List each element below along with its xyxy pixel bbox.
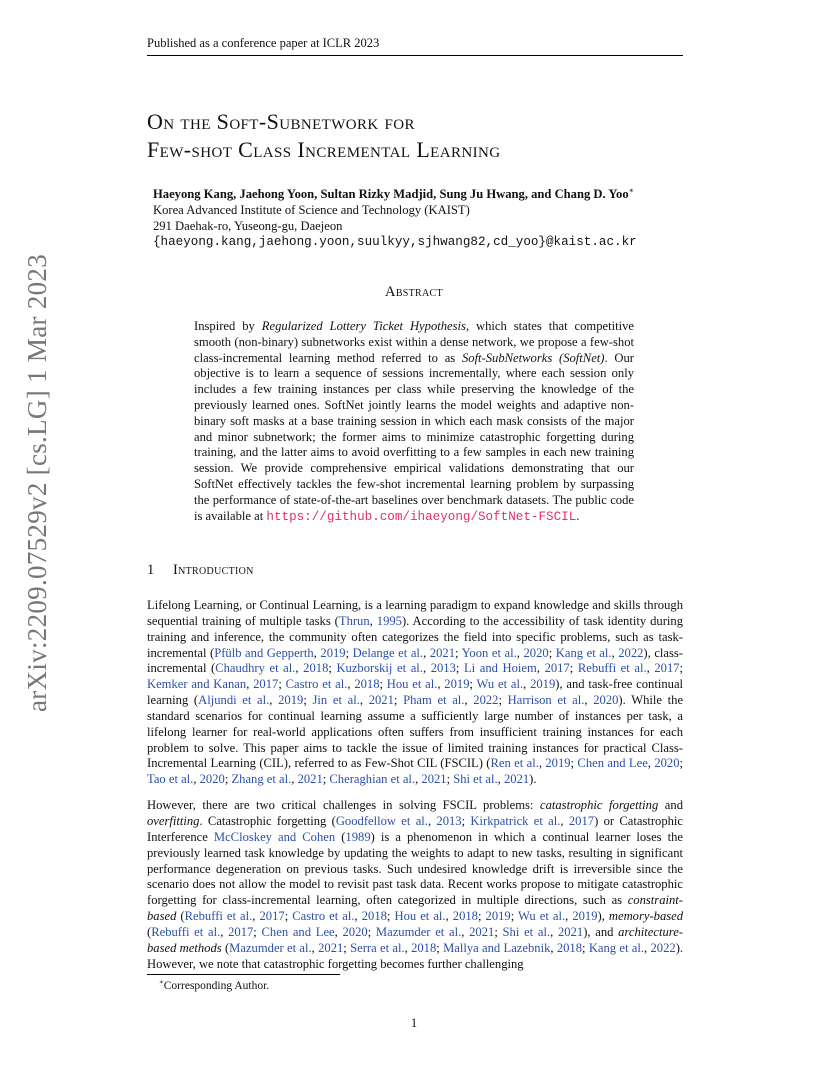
introduction-body [147, 598, 683, 982]
citation-link[interactable]: Li and Hoiem [463, 661, 537, 676]
body-text: ( [335, 829, 346, 844]
body-text: ; [393, 693, 404, 708]
body-text: ; [570, 756, 578, 771]
body-text: ; [386, 909, 395, 924]
citation-link[interactable]: 2021 [318, 940, 344, 955]
citation-link[interactable]: Mallya and Lazebnik [443, 940, 551, 955]
citation-link[interactable]: Rebuffi et al. [577, 661, 647, 676]
citation-link[interactable]: 2019 [545, 756, 571, 771]
citation-link[interactable]: 2018 [452, 909, 478, 924]
body-text: , [246, 677, 254, 692]
abstract-text: . [576, 508, 580, 523]
footnote-text: Corresponding Author. [163, 979, 270, 992]
body-text: ; [582, 940, 589, 955]
body-text: , [404, 940, 412, 955]
body-text: , [611, 645, 619, 660]
abstract-heading: Abstract [385, 284, 443, 300]
citation-link[interactable]: 2020 [593, 693, 619, 708]
abstract-emphasis: Regularized Lottery Ticket Hypothesis [261, 319, 466, 333]
abstract-emphasis: Soft-SubNetworks (SoftNet) [461, 350, 605, 365]
citation-link[interactable]: Ren et al. [490, 756, 539, 771]
citation-link[interactable]: 2021 [469, 924, 495, 939]
body-text: ; [278, 677, 286, 692]
body-text: , [193, 772, 200, 787]
emphasis-text: catastrophic forgetting [539, 798, 659, 813]
citation-link[interactable]: Jin et al. [312, 693, 360, 708]
body-text: , [538, 756, 546, 771]
citation-link[interactable]: 2022 [473, 693, 499, 708]
citation-link[interactable]: Pfülb and Gepperth [214, 645, 314, 660]
citation-link[interactable]: Yoon et al. [461, 645, 517, 660]
body-text: ; [345, 645, 353, 660]
body-text: However, there are two critical challenges in solving FSCIL problems: [147, 798, 540, 813]
citation-link[interactable]: Cheraghian et al. [329, 772, 416, 787]
body-text: ; [446, 772, 454, 787]
body-text: , [291, 772, 298, 787]
page-number: 1 [410, 1016, 418, 1030]
citation-link[interactable]: Zhang et al. [231, 772, 292, 787]
address: 291 Daehak-ro, Yuseong-gu, Daejeon [153, 219, 343, 234]
citation-link[interactable]: 2017 [259, 909, 285, 924]
citation-link[interactable]: McCloskey and Cohen [213, 829, 336, 844]
body-text: , [497, 772, 504, 787]
body-text: ; [494, 924, 503, 939]
citation-link[interactable]: Pham et al. [403, 693, 465, 708]
citation-link[interactable]: 2017 [253, 677, 279, 692]
body-text: , [536, 661, 545, 676]
author-block [153, 183, 637, 250]
emphasis-text: memory-based [608, 909, 684, 924]
citation-link[interactable]: Tao et al. [147, 772, 194, 787]
citation-link[interactable]: 2018 [411, 940, 437, 955]
citation-link[interactable]: Thrun [338, 613, 370, 628]
body-text: , [464, 693, 474, 708]
body-text: , [644, 940, 651, 955]
citation-link[interactable]: 2022 [618, 645, 644, 660]
citation-link[interactable]: Kang et al. [555, 645, 612, 660]
citation-link[interactable]: 2013 [430, 661, 456, 676]
body-text: ; [569, 661, 578, 676]
citation-link[interactable]: 2019 [530, 677, 556, 692]
citation-link[interactable]: 2021 [368, 693, 394, 708]
emphasis-text: architecture-based methods [147, 924, 683, 955]
body-text: ; [379, 677, 387, 692]
citation-link[interactable]: 2019 [320, 645, 346, 660]
citation-link[interactable]: 2018 [361, 909, 387, 924]
body-text: ; [498, 693, 508, 708]
citation-link[interactable]: 2017 [568, 813, 595, 828]
corresponding-marker: ∗ [628, 186, 635, 195]
citation-link[interactable]: Kuzborskij et al. [336, 661, 423, 676]
paragraph [147, 598, 683, 788]
body-text: , [313, 645, 321, 660]
citation-link[interactable]: Chaudhry et al. [215, 661, 296, 676]
body-text: , [334, 924, 343, 939]
title-line-2: Few-shot Class Incremental Learning [147, 137, 501, 162]
body-text: , [423, 645, 430, 660]
body-text: ; [454, 645, 462, 660]
citation-link[interactable]: Wu et al. [476, 677, 524, 692]
citation-link[interactable]: Kang et al. [588, 940, 645, 955]
body-text: ) is a phenomenon in which a continual learner loses the previously learned task knowledge by updating the weights to adapt to new tasks, resulting in significant performance degeneration on previous tasks. Such undesired knowledge drift is irreversible since the scenario does not allow the model to revisit past task data. Recent works propose to mitigate catastrophic forgetting for class-incremental learning, often categorized in multiple directions, such as [147, 829, 684, 908]
body-text: , [647, 756, 655, 771]
emphasis-text: constraint-based [147, 893, 683, 924]
body-text: , [437, 677, 445, 692]
body-text: ; [253, 924, 262, 939]
body-text: ; [548, 645, 556, 660]
footnote-marker: ∗ [159, 978, 164, 986]
body-text: , [550, 924, 558, 939]
citation-link[interactable]: Hou et al. [386, 677, 438, 692]
body-text: ; [343, 940, 351, 955]
running-header: Published as a conference paper at ICLR 2023 [147, 36, 683, 56]
body-text: , [427, 813, 437, 828]
body-text: , [560, 813, 569, 828]
citation-link[interactable]: Aljundi et al. [198, 693, 270, 708]
citation-link[interactable]: 2021 [558, 924, 584, 939]
body-text: ; [328, 661, 337, 676]
body-text: ; [477, 909, 486, 924]
citation-link[interactable]: Shi et al. [502, 924, 551, 939]
citation-link[interactable]: 1989 [345, 829, 371, 844]
citation-link[interactable]: 2020 [523, 645, 549, 660]
abstract-text: , which states that competitive smooth (non-binary) subnetworks exist within a dense network, we propose a few-shot class-incremental learning method referred to as [194, 319, 634, 365]
citation-link[interactable]: Serra et al. [350, 940, 405, 955]
citation-link[interactable]: Rebuffi et al. [151, 924, 221, 939]
body-text: ; [455, 661, 464, 676]
citation-link[interactable]: Harrison et al. [507, 693, 585, 708]
citation-link[interactable]: 2017 [544, 661, 570, 676]
citation-link[interactable]: 2021 [297, 772, 323, 787]
citation-link[interactable]: Chen and Lee [261, 924, 335, 939]
citation-link[interactable]: 2017 [228, 924, 254, 939]
body-text: ), and task-free continual learning ( [147, 677, 684, 708]
body-text: ), and [583, 924, 619, 939]
body-text: ), class-incremental ( [147, 645, 684, 676]
citation-link[interactable]: 2020 [654, 756, 680, 771]
body-text: ; [224, 772, 232, 787]
citation-link[interactable]: 2013 [436, 813, 462, 828]
citation-link[interactable]: 2017 [654, 661, 680, 676]
body-text: , [646, 661, 655, 676]
body-text: , [252, 909, 260, 924]
body-text: ; [322, 772, 330, 787]
author-names-text: Haeyong Kang, Jaehong Yoon, Sultan Rizky Madjid, Sung Ju Hwang, and Chang D. Yoo [153, 187, 629, 202]
citation-link[interactable]: Mazumder et al. [375, 924, 462, 939]
body-text: ; [679, 756, 683, 771]
body-text: ( [147, 924, 152, 939]
body-text: , [584, 693, 594, 708]
citation-link[interactable]: 2021 [421, 772, 447, 787]
citation-link[interactable]: Goodfellow et al. [335, 813, 428, 828]
citation-link[interactable]: Castro et al. [292, 909, 355, 924]
body-text: ). [529, 772, 537, 787]
citation-link[interactable]: 2018 [556, 940, 583, 955]
body-text: , [295, 661, 304, 676]
body-text: , [347, 677, 355, 692]
citation-link[interactable]: Kirkpatrick et al. [470, 813, 561, 828]
paper-title [147, 108, 687, 164]
citation-link[interactable]: Wu et al. [518, 909, 566, 924]
body-text: ; [469, 677, 477, 692]
citation-link[interactable]: 2019 [485, 909, 511, 924]
section-number: 1 [147, 562, 155, 578]
citation-link[interactable]: Mazumder et al. [229, 940, 312, 955]
citation-link[interactable]: Shi et al. [453, 772, 498, 787]
body-text: , [461, 924, 470, 939]
body-text: ; [367, 924, 376, 939]
emphasis-text: overfitting [147, 813, 200, 828]
body-text: . Catastrophic forgetting ( [199, 813, 336, 828]
citation-link[interactable]: 2018 [303, 661, 329, 676]
citation-link[interactable]: 1995 [376, 613, 402, 628]
body-text: , [445, 909, 453, 924]
affiliation: Korea Advanced Institute of Science and Technology (KAIST) [153, 203, 470, 218]
body-text: , [369, 613, 377, 628]
body-text: ( [176, 909, 185, 924]
citation-link[interactable]: Chen and Lee [577, 756, 648, 771]
body-text: ; [303, 693, 313, 708]
body-text: , [220, 924, 229, 939]
arxiv-identifier: arXiv:2209.07529v2 [cs.LG] 1 Mar 2023 [22, 253, 52, 712]
body-text: , [311, 940, 319, 955]
citation-link[interactable]: 2021 [503, 772, 530, 787]
citation-link[interactable]: 2019 [444, 677, 470, 692]
paragraph [147, 798, 683, 972]
body-text: ( [221, 940, 230, 955]
body-text: and [658, 798, 683, 813]
footnote-rule [147, 974, 340, 975]
abstract-body [194, 319, 634, 525]
citation-link[interactable]: Hou et al. [394, 909, 446, 924]
citation-link[interactable]: Rebuffi et al. [184, 909, 253, 924]
body-text: ; [679, 661, 684, 676]
title-line-1: On the Soft-Subnetwork for [147, 109, 415, 134]
citation-link[interactable]: 2022 [650, 940, 676, 955]
citation-link[interactable]: Kemker and Kanan [147, 677, 247, 692]
citation-link[interactable]: 2018 [354, 677, 380, 692]
body-text: , [415, 772, 422, 787]
body-text: ). According to the accessibility of task identity during training and inference, the community often categorizes the field into specific problems, such as task-incremental ( [147, 613, 683, 660]
section-heading [147, 562, 254, 579]
footnote [159, 978, 269, 992]
body-text: , [354, 909, 362, 924]
body-text: ). However, we note that catastrophic forgetting becomes further challenging [147, 940, 684, 971]
body-text: , [269, 693, 279, 708]
author-names [153, 183, 637, 202]
body-text: ), [597, 909, 609, 924]
body-text: ; [284, 909, 293, 924]
body-text: , [359, 693, 369, 708]
citation-link[interactable]: 2019 [572, 909, 598, 924]
section-title: Introduction [173, 562, 254, 578]
body-text: ; [461, 813, 471, 828]
citation-link[interactable]: 2020 [199, 772, 225, 787]
citation-link[interactable]: Delange et al. [352, 645, 424, 660]
body-text: Lifelong Learning, or Continual Learning, is a learning paradigm to expand knowledge and skills through sequential training of multiple tasks ( [147, 598, 683, 628]
body-text: , [516, 645, 524, 660]
citation-link[interactable]: 2020 [342, 924, 368, 939]
body-text: , [550, 940, 557, 955]
body-text: , [422, 661, 431, 676]
body-text: ) or Catastrophic Interference [147, 813, 684, 844]
body-text: ; [510, 909, 519, 924]
author-emails: {haeyong.kang,jaehong.yoon,suulkyy,sjhwang82,cd_yoo}@kaist.ac.kr [153, 235, 637, 250]
body-text: ). While the standard scenarios for continual learning assume a sufficiently large number of instances per task, a lifelong learner for real-world applications often suffers from insufficient training instances for each problem to solve. This paper aims to tackle the issue of limited training instances for practical Class-Incremental Learning (CIL), referred to as Few-Shot CIL (FSCIL) ( [147, 693, 684, 771]
citation-link[interactable]: 2019 [278, 693, 304, 708]
citation-link[interactable]: 2021 [429, 645, 455, 660]
body-text: ; [436, 940, 444, 955]
citation-link[interactable]: Castro et al. [285, 677, 348, 692]
body-text: , [523, 677, 531, 692]
abstract-text: . Our objective is to learn a sequence of sessions incrementally, where each session only includes a few training instances per class while preserving the knowledge of the previously learned ones. SoftNet jointly learns the model weights and adaptive non-binary soft masks at a base training session in which each mask consists of the major and minor subnetwork; the former aims to minimize catastrophic forgetting during training, and the latter aims to avoid overfitting to a few samples in each new training session. We provide comprehensive empirical validations demonstrating that our SoftNet effectively tackles the few-shot incremental learning problem by surpassing the performance of state-of-the-art baselines over benchmark datasets. The public code is available at [194, 350, 634, 523]
code-url-link[interactable]: https://github.com/ihaeyong/SoftNet-FSCIL [266, 509, 577, 524]
body-text: , [565, 909, 573, 924]
abstract-text: Inspired by [194, 319, 262, 333]
